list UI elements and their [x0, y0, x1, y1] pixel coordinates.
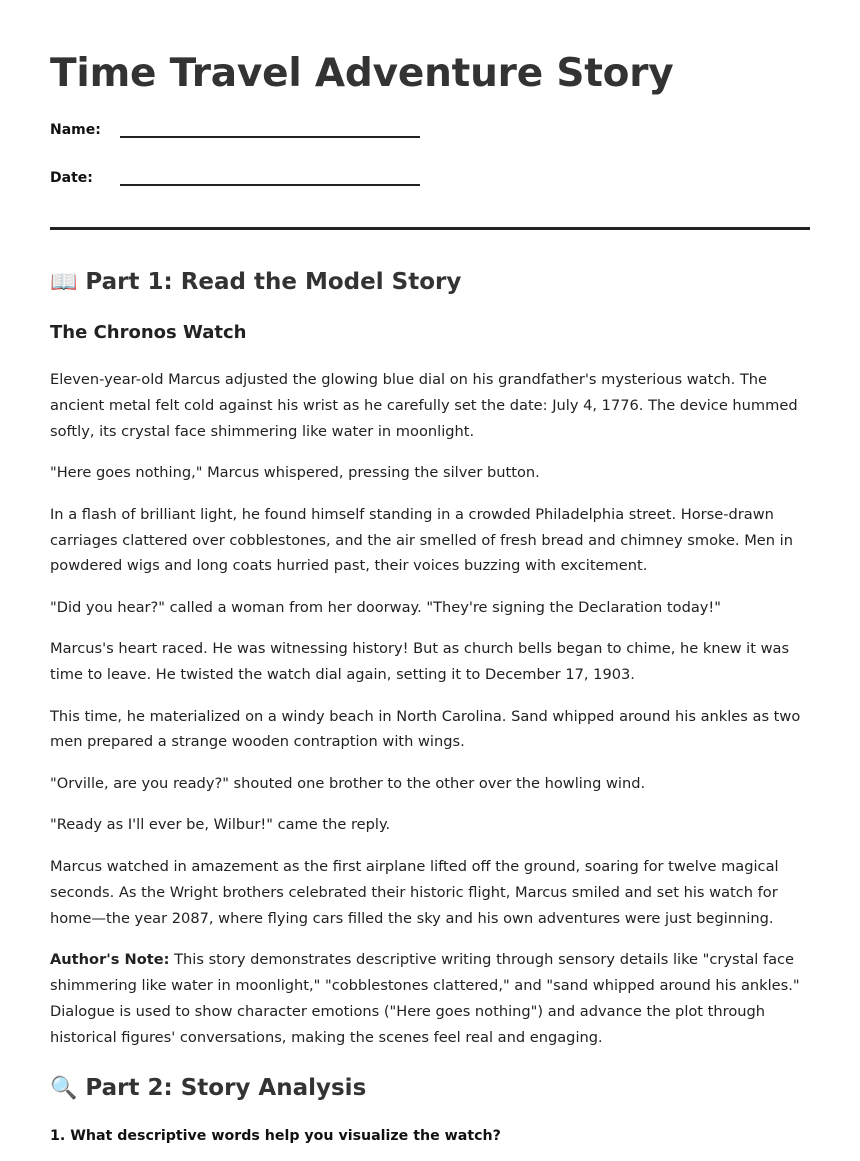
- name-label: Name:: [50, 122, 101, 138]
- story-paragraph: Marcus's heart raced. He was witnessing history! But as church bells began to chime, he knew it was time to leave. He twisted the watch dial again, setting it to December 17, 1903.: [50, 640, 790, 684]
- story-title: The Chronos Watch: [50, 322, 247, 343]
- date-input-line[interactable]: [120, 168, 420, 186]
- name-input-line[interactable]: [120, 120, 420, 138]
- part2-heading-text: Part 2: Story Analysis: [85, 1075, 367, 1101]
- story-body: [50, 367, 815, 1066]
- story-paragraph: "Did you hear?" called a woman from her doorway. "They're signing the Declaration today!": [50, 598, 721, 616]
- part2-heading: [50, 1073, 366, 1104]
- author-note: [50, 947, 815, 1051]
- magnifier-icon: 🔍: [50, 1076, 78, 1101]
- story-paragraph: In a flash of brilliant light, he found himself standing in a crowded Philadelphia street. Horse-drawn carriages clattered over cobblestones, and the air smelled of fresh bread and chimney smoke. Men in powdered wigs and long coats hurried past, their voices buzzing with excitement.: [50, 505, 793, 575]
- story-paragraph: This time, he materialized on a windy beach in North Carolina. Sand whipped around his ankles as two men prepared a strange wooden contraption with wings.: [50, 707, 801, 751]
- story-paragraph: "Ready as I'll ever be, Wilbur!" came the reply.: [50, 816, 391, 834]
- date-field: [50, 168, 420, 186]
- date-label: Date:: [50, 170, 93, 186]
- page-title: Time Travel Adventure Story: [50, 51, 674, 96]
- story-paragraph: "Here goes nothing," Marcus whispered, pressing the silver button.: [50, 464, 540, 482]
- header-divider: [50, 227, 810, 230]
- story-paragraph: Eleven-year-old Marcus adjusted the glowing blue dial on his grandfather's mysterious watch. The ancient metal felt cold against his wrist as he carefully set the date: July 4, 1776. The device hummed softly, its crystal face shimmering like water in moonlight.: [50, 371, 798, 440]
- name-field: [50, 120, 420, 138]
- author-note-label: Author's Note:: [50, 950, 170, 968]
- book-icon: 📖: [50, 270, 78, 295]
- question-1: 1. What descriptive words help you visualize the watch?: [50, 1128, 501, 1144]
- story-paragraph: "Orville, are you ready?" shouted one brother to the other over the howling wind.: [50, 774, 646, 792]
- author-note-text: This story demonstrates descriptive writing through sensory details like "crystal face shimmering like water in moonlight," "cobblestones clattered," and "sand whipped around his ankles." Dialogue is used to show character emotions ("Here goes nothing") and advance the plot through historical figures' conversations, making the scenes feel real and engaging.: [50, 950, 800, 1046]
- part1-heading-text: Part 1: Read the Model Story: [85, 269, 462, 295]
- story-paragraph: Marcus watched in amazement as the first airplane lifted off the ground, soaring for twelve magical seconds. As the Wright brothers celebrated their historic flight, Marcus smiled and set his watch for home—the year 2087, where flying cars filled the sky and his own adventures were just beginning.: [50, 857, 779, 927]
- part1-heading: [50, 267, 461, 298]
